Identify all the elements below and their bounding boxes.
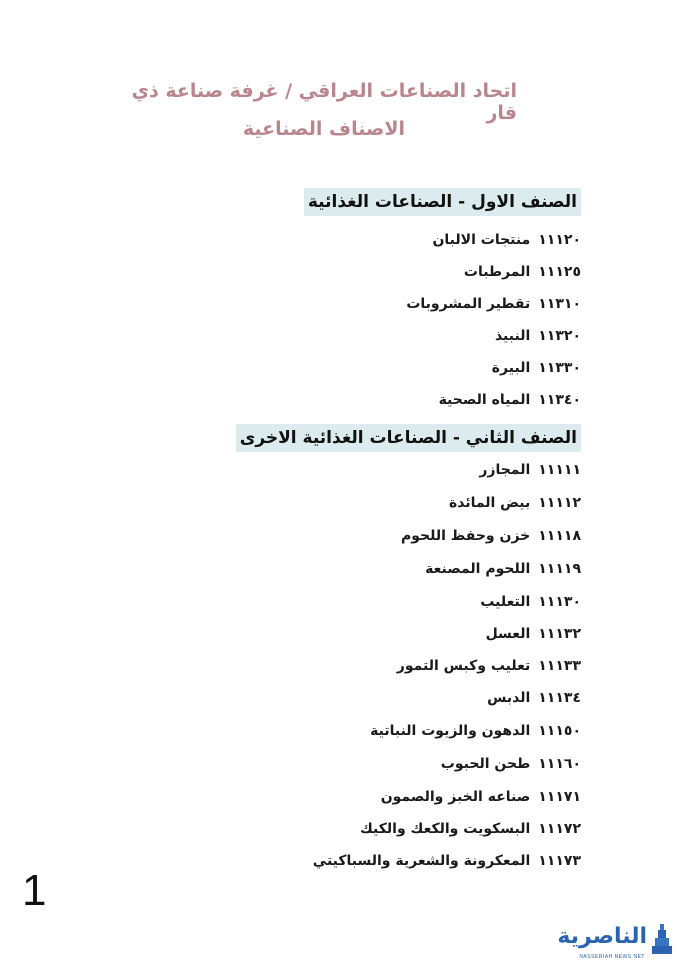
- list-item: [486, 624, 581, 644]
- list-item: [381, 787, 581, 807]
- page-number: 1: [22, 866, 47, 915]
- item-code: ١١١٥٠: [538, 723, 581, 739]
- item-code: ١١١١١: [538, 462, 581, 478]
- item-code: ١١١١٩: [538, 561, 581, 577]
- item-name: البسكويت والكعك والكيك: [360, 821, 531, 837]
- item-name: العسل: [485, 626, 531, 642]
- list-item: [370, 721, 581, 741]
- item-name: منتجات الالبان: [432, 232, 531, 248]
- item-code: ١١١١٢: [538, 495, 581, 511]
- item-code: ١١٣٢٠: [538, 328, 581, 344]
- item-name: طحن الحبوب: [440, 756, 531, 772]
- list-item: [425, 559, 581, 579]
- list-item: [495, 326, 581, 346]
- list-item: [480, 592, 581, 612]
- item-code: ١١١١٨: [538, 528, 581, 544]
- item-code: ١١٣٤٠: [538, 392, 581, 408]
- organization-title: اتحاد الصناعات العراقي / غرفة صناعة ذي قار: [131, 80, 517, 124]
- item-code: ١١١٣٣: [538, 658, 581, 674]
- section-heading-first: الصنف الاول - الصناعات الغذائية: [304, 188, 581, 216]
- item-name: المياه الصحية: [438, 392, 531, 408]
- nasiriyah-logo: [545, 922, 675, 958]
- item-name: البيرة: [491, 360, 531, 376]
- item-code: ١١١٢٠: [538, 232, 581, 248]
- item-code: ١١١٣٤: [538, 690, 581, 706]
- list-item: [441, 754, 581, 774]
- item-code: ١١١٦٠: [538, 756, 581, 772]
- logo-wordmark: الناصرية: [557, 924, 647, 949]
- logo-tagline: NASSERIAH NEWS NET: [579, 954, 645, 960]
- item-name: اللحوم المصنعة: [425, 561, 531, 577]
- item-code: ١١١٣٢: [538, 626, 581, 642]
- list-item: [397, 656, 581, 676]
- item-name: تعليب وكبس التمور: [396, 658, 531, 674]
- list-item: [464, 262, 581, 282]
- item-name: تقطير المشروبات: [406, 296, 531, 312]
- item-name: الدهون والزيوت النباتية: [370, 723, 531, 739]
- item-name: الدبس: [487, 690, 531, 706]
- item-code: ١١٣٣٠: [538, 360, 581, 376]
- item-name: المعكرونة والشعرية والسباكيتي: [312, 853, 531, 869]
- list-item: [406, 294, 581, 314]
- section-heading-second: الصنف الثاني - الصناعات الغذائية الاخرى: [236, 424, 581, 452]
- item-name: خزن وحفظ اللحوم: [401, 528, 531, 544]
- item-code: ١١١٢٥: [538, 264, 581, 280]
- list-item: [360, 819, 581, 839]
- list-item: [439, 390, 581, 410]
- item-code: ١١٣١٠: [538, 296, 581, 312]
- ziggurat-icon: [649, 922, 675, 956]
- item-name: التعليب: [480, 594, 531, 610]
- list-item: [492, 358, 581, 378]
- item-code: ١١١٧١: [538, 789, 581, 805]
- item-name: بيض المائدة: [449, 495, 531, 511]
- item-name: النبيذ: [494, 328, 531, 344]
- item-name: المجازر: [479, 462, 531, 478]
- document-subtitle: الاصناف الصناعية: [242, 118, 405, 140]
- item-code: ١١١٣٠: [538, 594, 581, 610]
- list-item: [401, 526, 581, 546]
- item-name: صناعه الخبز والصمون: [380, 789, 531, 805]
- list-item: [487, 688, 581, 708]
- item-name: المرطبات: [463, 264, 531, 280]
- list-item: [432, 230, 581, 250]
- list-item: [449, 493, 581, 513]
- item-code: ١١١٧٣: [538, 853, 581, 869]
- list-item: [479, 460, 581, 480]
- list-item: [313, 851, 581, 871]
- item-code: ١١١٧٢: [538, 821, 581, 837]
